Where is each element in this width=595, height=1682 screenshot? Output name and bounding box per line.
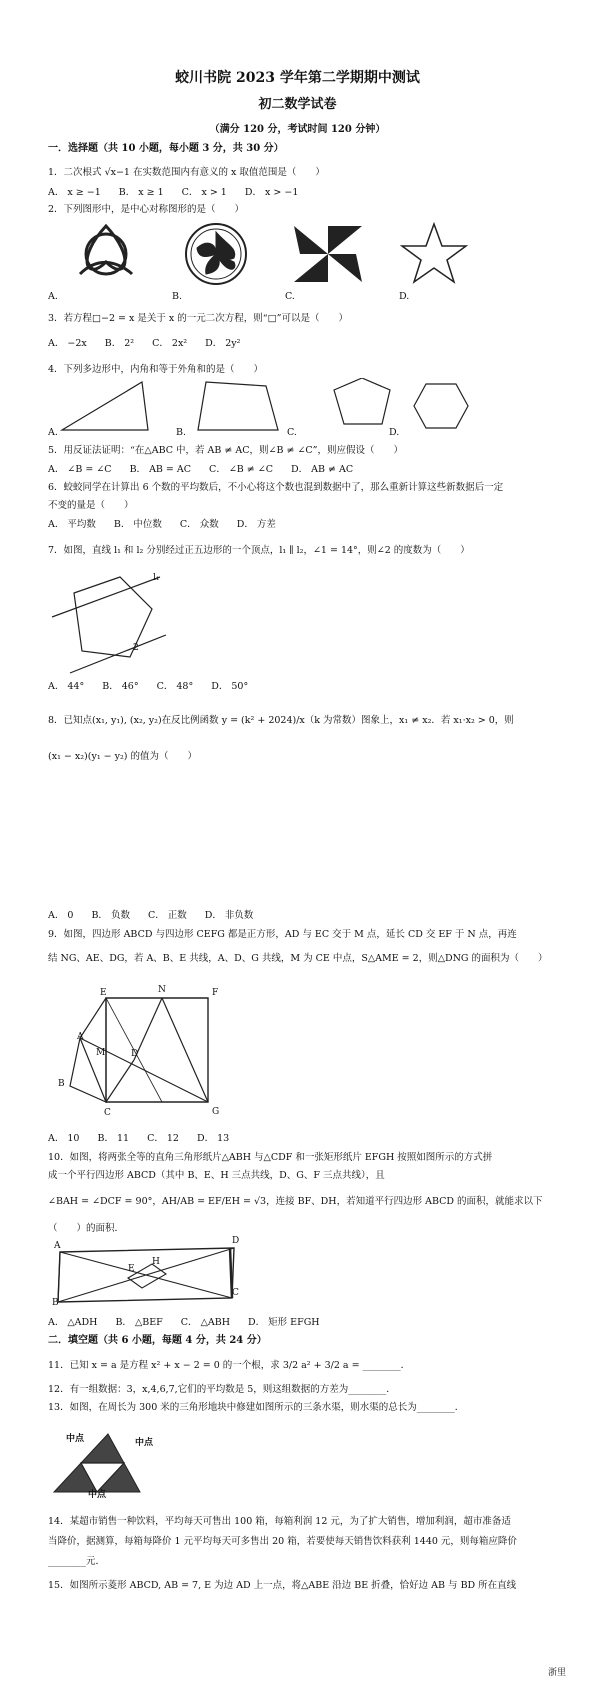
q9-fig-label-e: E <box>100 988 107 998</box>
q1-options <box>48 187 316 199</box>
q9-options <box>48 1133 247 1145</box>
q9-fig-label-b: B <box>58 1079 65 1089</box>
hexagon-figure <box>414 384 468 428</box>
q7-options <box>48 681 266 693</box>
q13-fig-label-midpoint-3: 中点 <box>88 1490 107 1500</box>
q5-text: 5．用反证法证明：“在△ABC 中，若 AB ≠ AC，则∠B ≠ ∠C”，则应假设（ ） <box>48 445 404 456</box>
q4-label-b: B. <box>176 427 187 438</box>
q2-label-b: B. <box>172 291 183 302</box>
page-footer: 浙里 <box>548 1668 567 1678</box>
q1-option-d: D． x > −1 <box>244 187 299 198</box>
q7-fig-label-l1: l₁ <box>153 573 160 583</box>
q8-option-c: C． 正数 <box>147 910 187 921</box>
q3-option-a: A． −2x <box>48 338 87 349</box>
q10-fig-label-a: A <box>54 1241 61 1251</box>
q3-options <box>48 338 258 350</box>
q2-text: 2．下列图形中，是中心对称图形的是（ ） <box>48 204 245 215</box>
quadrilateral-figure <box>198 382 278 430</box>
q5-option-c: C． ∠B ≠ ∠C <box>209 464 274 475</box>
exam-subtitle: 初二数学试卷 <box>258 97 337 112</box>
triangle-figure <box>62 382 148 430</box>
q6-option-b: B． 中位数 <box>113 519 162 530</box>
q9-squares-figure <box>58 990 228 1116</box>
q8-option-a: A． 0 <box>48 910 74 921</box>
q9-fig-label-a: A <box>77 1032 84 1042</box>
bauhinia-figure <box>186 224 246 284</box>
q7-fig-label-2: 2 <box>133 643 139 653</box>
section-fill-heading: 二．填空题（共 6 小题，每题 4 分，共 24 分） <box>48 1335 267 1346</box>
q9-fig-label-m: M <box>96 1048 106 1058</box>
q9-fig-label-c: C <box>104 1108 111 1118</box>
q10-line4: （ ）的面积． <box>48 1223 125 1234</box>
q8-option-d: D． 非负数 <box>204 910 254 921</box>
exam-title: 蛟川书院 2023 学年第二学期期中测试 <box>175 70 420 86</box>
q10-line3: ∠BAH = ∠DCF = 90°，AH/AB = EF/EH = √3，连接 BF、DH，若知道平行四边形 ABCD 的面积，就能求以下 <box>48 1196 543 1207</box>
q6-option-a: A． 平均数 <box>48 519 96 530</box>
q10-option-c: C． △ABH <box>180 1317 231 1328</box>
q7-option-c: C． 48° <box>156 681 194 692</box>
q14-line3: ________元． <box>48 1556 106 1567</box>
q9-fig-label-f: F <box>212 988 219 998</box>
q7-option-d: D． 50° <box>211 681 249 692</box>
q4-label-d: D. <box>389 427 400 438</box>
q14-line2: 当降价，据测算，每箱每降价 1 元平均每天可多售出 20 箱，若要使每天销售饮料获利 1440 元，则每箱应降价 <box>48 1536 517 1547</box>
q8-line1: 8．已知点(x₁, y₁), (x₂, y₂)在反比例函数 y = (k² + 2024)/x（k 为常数）图象上，x₁ ≠ x₂．若 x₁·x₂ > 0，则 <box>48 715 514 726</box>
q2-label-c: C. <box>285 291 295 302</box>
q14-line1: 14．某超市销售一种饮料，平均每天可售出 100 箱，每箱利润 12 元，为了扩大销售，增加利润，超市准备适 <box>48 1516 511 1527</box>
q10-fig-label-b: B <box>52 1298 59 1308</box>
q10-options <box>48 1317 338 1329</box>
q1-text: 1．二次根式 √x−1 在实数范围内有意义的 x 取值范围是（ ） <box>48 167 325 178</box>
q9-fig-label-n: N <box>158 985 166 995</box>
q6-line2: 不变的量是（ ） <box>48 500 134 511</box>
q10-fig-label-d: D <box>232 1236 240 1246</box>
q9-fig-label-d: D <box>131 1049 139 1059</box>
exam-note: （满分 120 分，考试时间 120 分钟） <box>209 124 386 135</box>
q9-option-a: A． 10 <box>48 1133 80 1144</box>
q10-line1: 10．如图，将两张全等的直角三角形纸片△ABH 与△CDF 和一张矩形纸片 EFGH 按照如图所示的方式拼 <box>48 1152 493 1163</box>
q4-figures <box>56 378 476 434</box>
q3-option-c: C． 2x² <box>152 338 188 349</box>
q7-text: 7．如图，直线 l₁ 和 l₂ 分别经过正五边形的一个顶点，l₁ ∥ l₂，∠1 = 14°，则∠2 的度数为（ ） <box>48 545 470 556</box>
q2-label-d: D. <box>399 291 410 302</box>
q8-options <box>48 910 271 922</box>
q9-option-c: C． 12 <box>147 1133 179 1144</box>
q6-option-c: C． 众数 <box>179 519 219 530</box>
q7-option-a: A． 44° <box>48 681 85 692</box>
q3-text: 3．若方程□−2 = x 是关于 x 的一元二次方程，则“□”可以是（ ） <box>48 313 348 324</box>
q15-text: 15．如图所示菱形 ABCD, AB = 7, E 为边 AD 上一点，将△ABE 沿边 BE 折叠，恰好边 AB 与 BD 所在直线 <box>48 1580 517 1591</box>
q3-option-d: D． 2y² <box>205 338 241 349</box>
q10-fig-label-c: C <box>232 1288 239 1298</box>
q10-option-b: B． △BEF <box>115 1317 163 1328</box>
q9-fig-label-g: G <box>212 1107 220 1117</box>
q5-option-d: D． AB ≠ AC <box>291 464 354 475</box>
q9-option-b: B． 11 <box>97 1133 130 1144</box>
q6-option-d: D． 方差 <box>236 519 276 530</box>
q10-parallelogram-figure <box>54 1244 244 1306</box>
q10-option-a: A． △ADH <box>48 1317 98 1328</box>
q13-fig-label-midpoint-1: 中点 <box>66 1434 85 1444</box>
q5-option-a: A． ∠B = ∠C <box>48 464 112 475</box>
q10-fig-label-e: E <box>128 1264 135 1274</box>
q4-text: 4．下列多边形中，内角和等于外角和的是（ ） <box>48 364 264 375</box>
q9-line2: 结 NG、AE、DG，若 A、B、E 共线，A、D、G 共线，M 为 CE 中点，S△AME = 2，则△DNG 的面积为（ ） <box>48 953 548 964</box>
q10-option-d: D． 矩形 EFGH <box>248 1317 320 1328</box>
q13-fig-label-midpoint-2: 中点 <box>135 1438 154 1448</box>
q4-label-a: A. <box>48 427 58 438</box>
q9-line1: 9．如图，四边形 ABCD 与四边形 CEFG 都是正方形，AD 与 EC 交于 M 点，延长 CD 交 EF 于 N 点，再连 <box>48 929 517 940</box>
q8-line2: (x₁ − x₂)(y₁ − y₂) 的值为（ ） <box>48 751 198 762</box>
q1-option-c: C． x > 1 <box>181 187 227 198</box>
q1-option-b: B． x ≥ 1 <box>118 187 164 198</box>
q10-line2: 成一个平行四边形 ABCD（其中 B、E、H 三点共线，D、G、F 三点共线），且 <box>48 1170 385 1181</box>
pentagon-figure <box>334 378 390 424</box>
section-choice-heading: 一．选择题（共 10 小题，每小题 3 分，共 30 分） <box>48 143 284 154</box>
q4-label-c: C. <box>287 427 297 438</box>
q5-options <box>48 464 371 476</box>
q6-line1: 6．蛟蛟同学在计算出 6 个数的平均数后，不小心将这个数也混到数据中了，那么重新计算这些新数据后一定 <box>48 482 504 493</box>
q12-text: 12．有一组数据：3，x,4,6,7,它们的平均数是 5，则这组数据的方差为________． <box>48 1384 396 1395</box>
q1-option-a: A． x ≥ −1 <box>48 187 101 198</box>
q3-option-b: B． 2² <box>104 338 135 349</box>
q13-text: 13．如图，在周长为 300 米的三角形地块中修建如图所示的三条水渠，则水渠的总长为________． <box>48 1402 465 1413</box>
q7-pentagon-figure <box>50 565 170 675</box>
q7-option-b: B． 46° <box>102 681 139 692</box>
pinwheel-figure <box>294 226 362 282</box>
triquetra-figure <box>80 226 132 274</box>
q5-option-b: B． AB = AC <box>129 464 192 475</box>
q2-label-a: A. <box>48 291 58 302</box>
q2-figures <box>66 218 486 290</box>
q6-options <box>48 519 294 531</box>
q8-option-b: B． 负数 <box>91 910 130 921</box>
q11-text: 11．已知 x = a 是方程 x² + x − 2 = 0 的一个根，求 3/2 a² + 3/2 a = ________． <box>48 1360 411 1371</box>
q9-option-d: D． 13 <box>196 1133 230 1144</box>
q10-fig-label-h: H <box>152 1257 160 1267</box>
star-figure <box>402 224 466 282</box>
